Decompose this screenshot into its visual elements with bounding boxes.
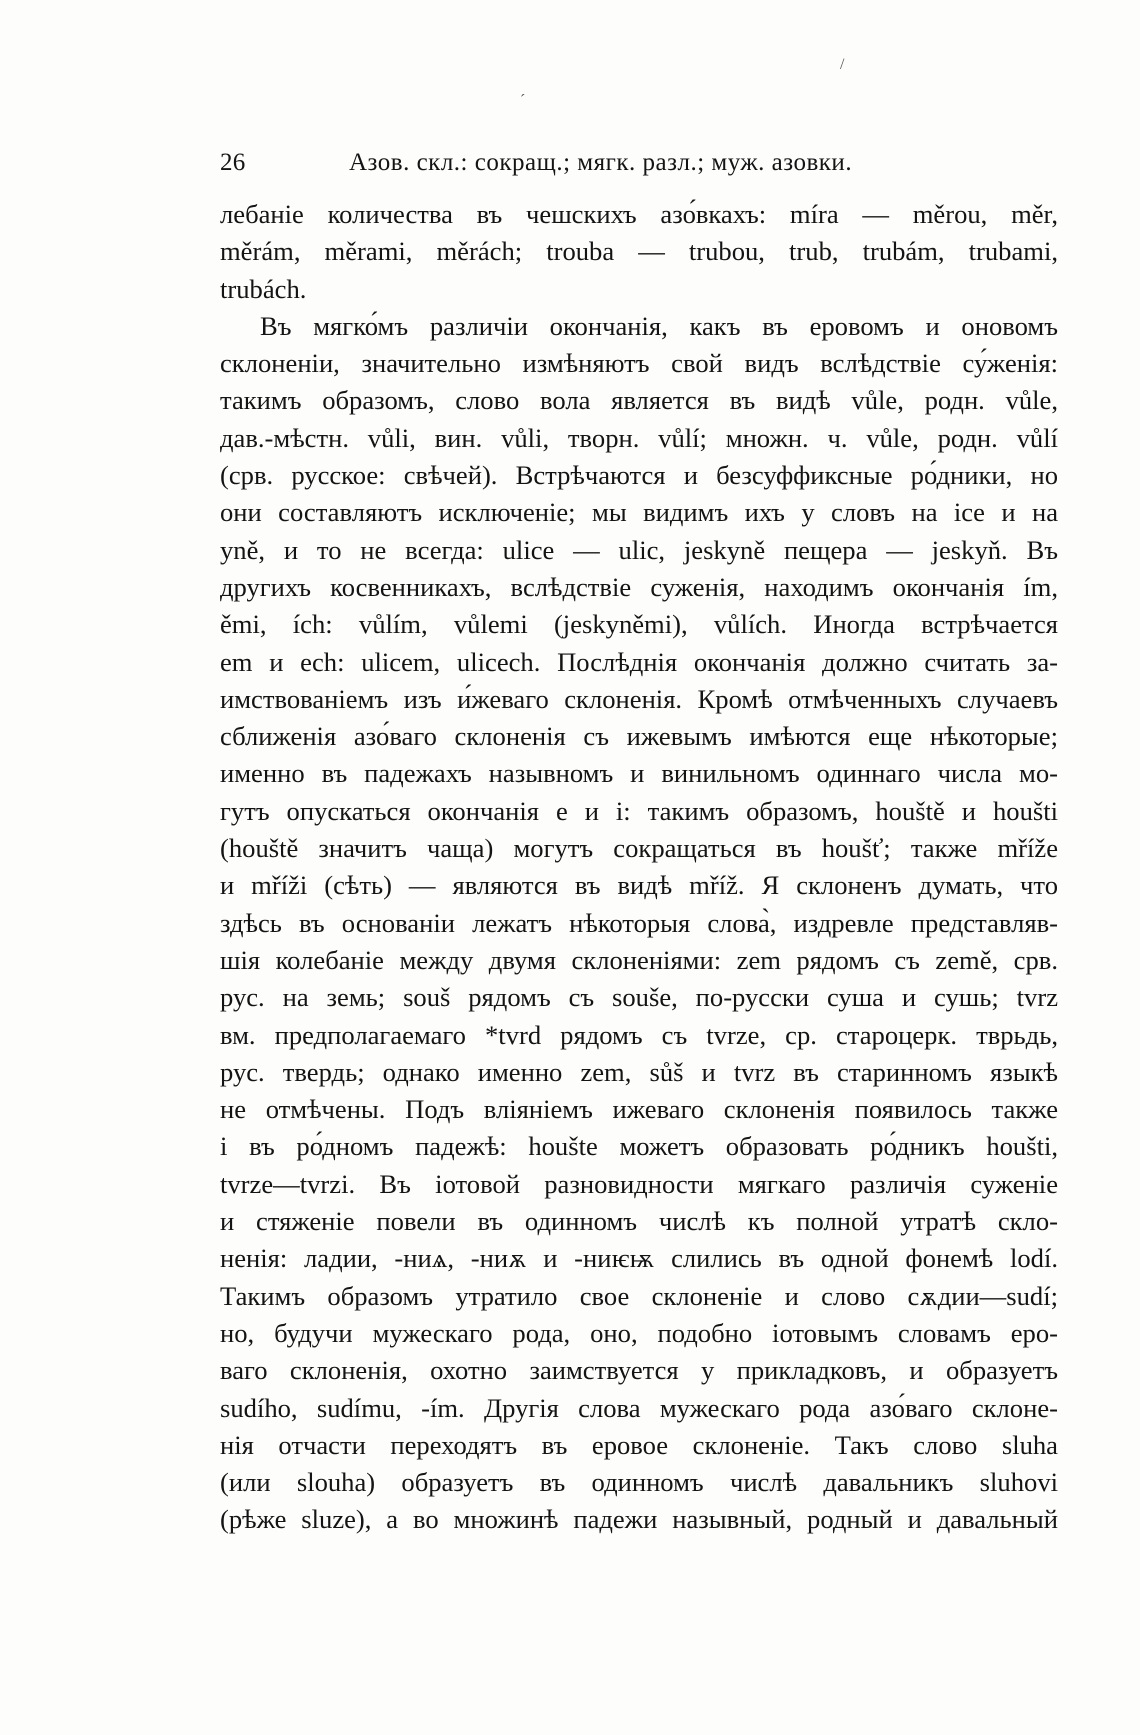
text-line: вм. предполагаемаго *tvrd рядомъ съ tvrze, ср. староцерк. тврьдь, [220,1019,1058,1050]
text-line: ěmi, ích: vůlím, vůlemi (jeskyněmi), vůlích. Иногда встрѣчается [220,609,1058,640]
text-line: Такимъ образомъ утратило свое склоненіе и слово сѫдии—sudí; [220,1280,1058,1311]
text-line: именно въ падежахъ назывномъ и винильномъ одиннаго числа мо- [220,758,1058,789]
text-line: такимъ образомъ, слово вола является въ видѣ vůle, родн. vůle, [220,385,1058,416]
text-line: но, будучи мужескаго рода, оно, подобно іотовымъ словамъ еро- [220,1317,1058,1348]
text-line: yně, и то не всегда: ulice — ulic, jeskyně пещера — jeskyň. Въ [220,534,1058,565]
text-line: ненія: ладии, -ниѧ, -ниѫ и -ниѥѭ слились въ одной фонемѣ lodí. [220,1243,1058,1274]
scan-mark: ´ [520,92,526,109]
text-line: дав.-мѣстн. vůli, вин. vůli, творн. vůlí; множн. ч. vůle, родн. vůlí [220,422,1058,453]
text-line: (рѣже sluze), а во множинѣ падежи назывный, родный и давальный [220,1504,1058,1535]
text-line: они составляютъ исключеніе; мы видимъ ихъ у словъ на ice и на [220,497,1058,528]
text-line: сближенія азо́ваго склоненія съ ижевымъ имѣются еще нѣкоторые; [220,721,1058,752]
text-line: tvrze—tvrzi. Въ іотовой разновидности мягкаго различія суженіе [220,1168,1058,1199]
text-line: sudího, sudímu, -ím. Другія слова мужескаго рода азо́ваго склоне- [220,1392,1058,1423]
text-line: (houště значитъ чаща) могутъ сокращаться въ houšť; также mříže [220,833,1058,864]
page-header [220,145,1060,181]
text-line: здѣсь въ основаніи лежатъ нѣкоторыя слова̀, издревле представляв- [220,907,1058,938]
text-line: нія отчасти переходятъ въ еровое склоненіе. Такъ слово sluha [220,1429,1058,1460]
text-line: гутъ опускаться окончанія e и i: такимъ образомъ, houště и houšti [220,795,1058,826]
text-line: и стяженіе повели въ одинномъ числѣ къ полной утратѣ скло- [220,1206,1058,1237]
page-number: 26 [220,149,246,176]
text-line: другихъ косвенникахъ, вслѣдствіе суженія, находимъ окончанія ím, [220,571,1058,602]
text-line: имствованіемъ изъ и́жеваго склоненія. Кромѣ отмѣченныхъ случаевъ [220,683,1058,714]
text-line: (срв. русское: свѣчей). Встрѣчаются и безсуффиксные ро́дники, но [220,460,1058,491]
text-line: лебаніе количества въ чешскихъ азо́вкахъ: míra — měrou, měr, [220,199,1058,229]
text-line: em и ech: ulicem, ulicech. Послѣднія окончанія должно считать за- [220,646,1058,677]
text-line: рус. твердь; однако именно zem, sůš и tvrz въ старинномъ языкѣ [220,1056,1058,1087]
text-line: Въ мягко́мъ различіи окончанія, какъ въ еровомъ и оновомъ [260,310,1058,341]
scan-mark: / [840,56,845,73]
body-text [220,196,1058,1539]
text-line: шія колебаніе между двумя склоненіями: zem рядомъ съ země, срв. [220,944,1058,975]
text-line: (или slouha) образуетъ въ одинномъ числѣ давальникъ sluhovi [220,1467,1058,1498]
text-line: trubách. [220,273,307,304]
text-line: и mříži (сѣть) — являются въ видѣ mříž. Я склоненъ думать, что [220,870,1058,901]
text-line: měrám, měrami, měrách; trouba — trubou, trub, trubám, trubami, [220,236,1058,267]
text-line: склоненіи, значительно измѣняютъ свой видъ вслѣдствіе су́женія: [220,348,1058,379]
text-line: i въ ро́дномъ падежѣ: houšte можетъ образовать ро́дникъ houšti, [220,1131,1058,1162]
text-line: не отмѣчены. Подъ вліяніемъ ижеваго склоненія появилось также [220,1094,1058,1125]
text-line: ваго склоненія, охотно заимствуется у прикладковъ, и образуетъ [220,1355,1058,1386]
text-line: рус. на земь; souš рядомъ съ souše, по-русски суша и сушь; tvrz [220,982,1058,1013]
running-title: Азов. скл.: сокращ.; мягк. разл.; муж. азовки. [349,149,853,176]
